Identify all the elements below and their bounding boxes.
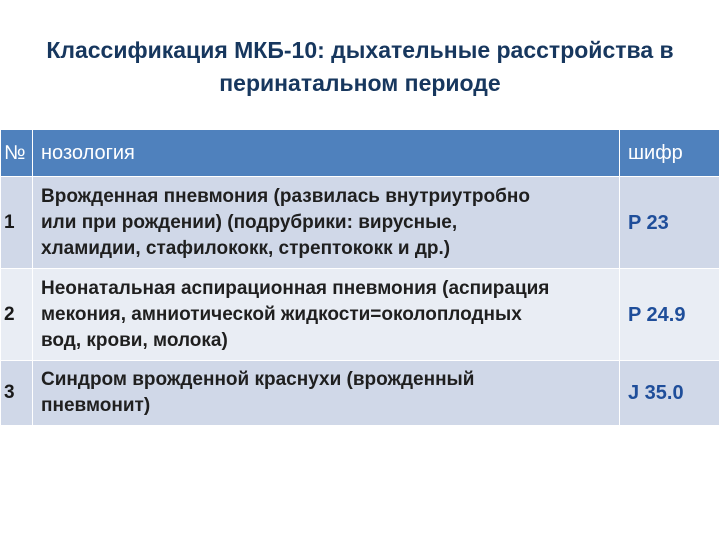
row-code: P 24.9 bbox=[620, 269, 720, 361]
nosology-line: Неонатальная аспирационная пневмония (аспирация bbox=[41, 277, 550, 299]
row-nosology bbox=[33, 269, 620, 361]
nosology-line: вод, крови, молока) bbox=[41, 329, 228, 351]
classification-table bbox=[0, 129, 720, 426]
nosology-line: хламидии, стафилококк, стрептококк и др.) bbox=[41, 237, 451, 259]
table-row bbox=[1, 269, 720, 361]
row-number: 2 bbox=[1, 269, 33, 361]
nosology-line: или при рождении) (подрубрики: вирусные, bbox=[41, 211, 458, 233]
page-title bbox=[0, 34, 720, 100]
nosology-line: мекония, амниотической жидкости=околоплодных bbox=[41, 303, 522, 325]
table-header-row bbox=[1, 130, 720, 177]
row-number: 1 bbox=[1, 177, 33, 269]
row-code: P 23 bbox=[620, 177, 720, 269]
nosology-line: пневмонит) bbox=[41, 395, 151, 416]
header-code: шифр bbox=[620, 130, 720, 177]
title-line-1: Классификация МКБ-10: дыхательные расстройства в bbox=[46, 37, 674, 63]
row-nosology bbox=[33, 361, 620, 426]
header-number: № bbox=[1, 130, 33, 177]
header-nosology: нозология bbox=[33, 130, 620, 177]
nosology-line: Синдром врожденной краснухи (врожденный bbox=[41, 369, 475, 390]
table-row bbox=[1, 361, 720, 426]
row-nosology bbox=[33, 177, 620, 269]
title-line-2: перинатальном периоде bbox=[219, 70, 501, 96]
table-row bbox=[1, 177, 720, 269]
row-number: 3 bbox=[1, 361, 33, 426]
nosology-line: Врожденная пневмония (развилась внутриутробно bbox=[41, 185, 530, 207]
row-code: J 35.0 bbox=[620, 361, 720, 426]
